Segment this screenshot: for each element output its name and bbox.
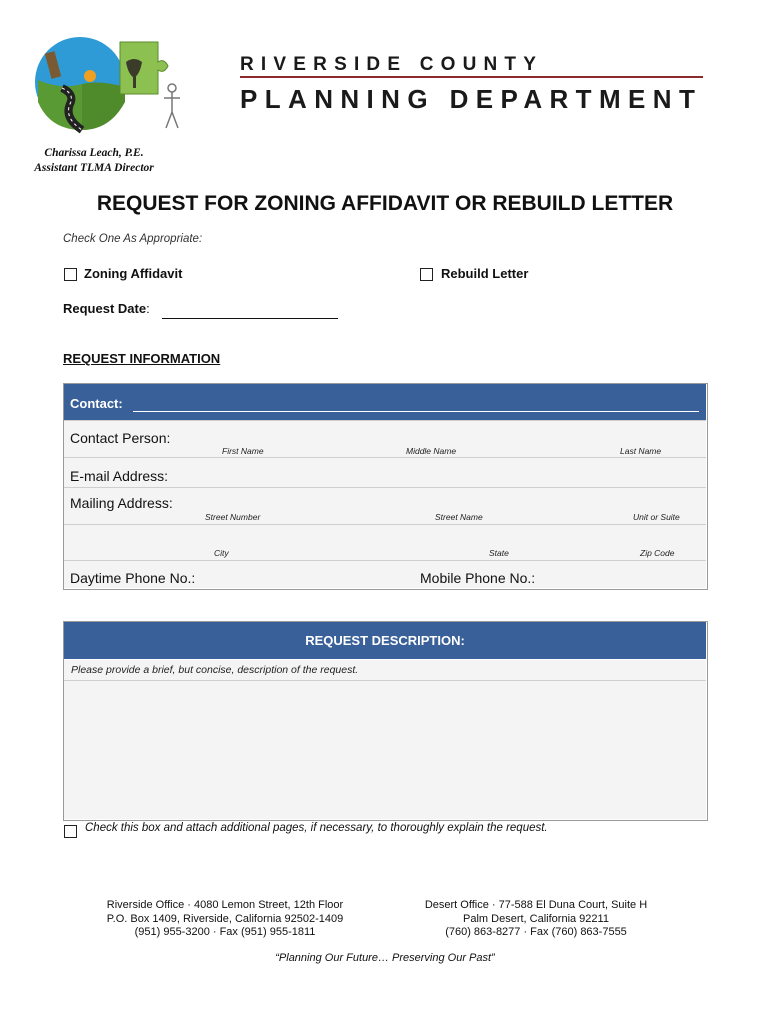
unit-caption: Unit or Suite (633, 512, 680, 522)
request-date-colon: : (146, 301, 150, 316)
contact-input[interactable] (133, 411, 699, 412)
zip-caption: Zip Code (640, 548, 675, 558)
director-name: Charissa Leach, P.E. (44, 147, 144, 159)
state-caption: State (489, 548, 509, 558)
email-label: E-mail Address: (70, 468, 169, 484)
riverside-line-3: (951) 955-3200 · Fax (951) 955-1811 (134, 926, 316, 938)
desert-line-1: Desert Office · 77-588 El Duna Court, Suite H (424, 899, 648, 911)
description-title: REQUEST DESCRIPTION: (305, 633, 465, 648)
header-rule (240, 76, 703, 78)
street-name-caption: Street Name (435, 512, 483, 522)
description-hint: Please provide a brief, but concise, description of the request. (71, 664, 359, 676)
description-textarea[interactable] (64, 680, 706, 819)
contact-person-label: Contact Person: (70, 430, 171, 446)
rebuild-letter-checkbox[interactable] (420, 268, 433, 281)
attach-pages-checkbox[interactable] (64, 825, 77, 838)
department-heading: PLANNING DEPARTMENT (240, 84, 703, 114)
department-logo (30, 32, 185, 137)
last-name-caption: Last Name (620, 446, 662, 456)
street-number-caption: Street Number (205, 512, 261, 522)
desert-line-2: Palm Desert, California 92211 (463, 912, 609, 925)
desert-office-address (405, 899, 667, 940)
mailing-address-label: Mailing Address: (70, 495, 173, 511)
riverside-office-address (90, 899, 360, 940)
contact-bar (64, 384, 706, 420)
first-name-caption: First Name (222, 446, 264, 456)
check-one-instruction: Check One As Appropriate: (63, 233, 203, 245)
request-date-text: Request Date (63, 301, 147, 316)
tagline: “Planning Our Future… Preserving Our Past” (275, 952, 495, 964)
riverside-line-1: Riverside Office · 4080 Lemon Street, 12th Floor (106, 899, 344, 911)
director-block (20, 146, 168, 176)
form-title: REQUEST FOR ZONING AFFIDAVIT OR REBUILD LETTER (96, 192, 674, 215)
city-state-row[interactable] (64, 524, 706, 560)
director-title: Assistant TLMA Director (34, 162, 154, 174)
contact-label: Contact: (70, 396, 123, 411)
city-caption: City (214, 548, 229, 558)
mobile-phone-label: Mobile Phone No.: (420, 570, 536, 586)
zoning-affidavit-checkbox[interactable] (64, 268, 77, 281)
attach-pages-note: Check this box and attach additional pages, if necessary, to thoroughly explain the request. (85, 822, 548, 834)
middle-name-caption: Middle Name (406, 446, 457, 456)
county-heading: RIVERSIDE COUNTY (240, 54, 544, 75)
desert-line-3: (760) 863-8277 · Fax (760) 863-7555 (445, 926, 627, 938)
riverside-line-2: P.O. Box 1409, Riverside, California 92502-1409 (106, 912, 344, 925)
request-date-field[interactable] (162, 318, 338, 319)
zoning-affidavit-label: Zoning Affidavit (84, 266, 183, 281)
request-information-heading: REQUEST INFORMATION (63, 351, 221, 366)
rebuild-letter-label: Rebuild Letter (441, 266, 529, 281)
daytime-phone-label: Daytime Phone No.: (70, 570, 196, 586)
request-date-label (63, 301, 150, 316)
